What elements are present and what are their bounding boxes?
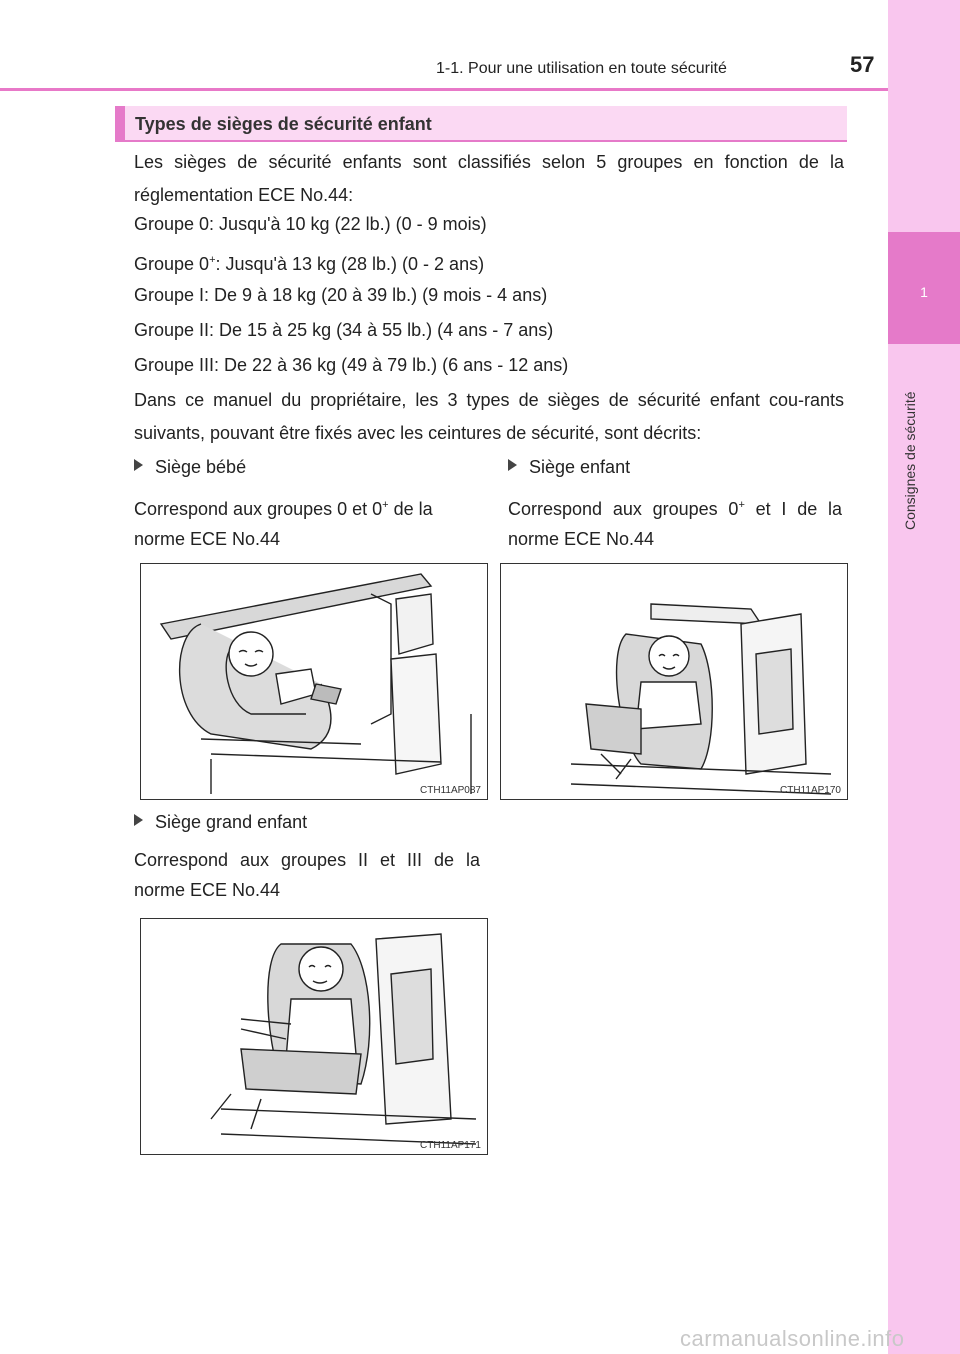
child-seat-figure-code: CTH11AP170 <box>780 785 841 796</box>
group-2-line: Groupe II: De 15 à 25 kg (34 à 55 lb.) (4 ans - 7 ans) <box>134 320 554 340</box>
chapter-side-tab <box>888 0 960 1354</box>
child-seat-desc-a: Correspond aux groupes 0 <box>508 499 739 519</box>
junior-seat-figure-code: CTH11AP171 <box>420 1140 481 1151</box>
junior-seat-title: Siège grand enfant <box>155 812 308 832</box>
header-rule <box>0 88 888 91</box>
baby-seat-illustration <box>140 563 488 800</box>
intro-paragraph: Les sièges de sécurité enfants sont classifiés selon 5 groupes en fonction de la réglementation ECE No.44: <box>134 152 844 205</box>
heading-accent-bar <box>115 106 125 140</box>
page-number: 57 <box>850 52 875 77</box>
side-tab-top <box>888 0 960 232</box>
triangle-bullet-icon <box>508 459 517 471</box>
baby-seat-drawing <box>141 564 487 799</box>
group-3-line: Groupe III: De 22 à 36 kg (49 à 79 lb.) (6 ans - 12 ans) <box>134 355 569 375</box>
baby-seat-desc-sup: + <box>382 499 389 511</box>
group-0-plus-rest: : Jusqu'à 13 kg (28 lb.) (0 - 2 ans) <box>215 254 485 274</box>
baby-seat-figure-code: CTH11AP087 <box>420 785 481 796</box>
child-seat-drawing <box>501 564 847 799</box>
child-seat-heading <box>508 457 630 478</box>
child-seat-desc-sup: + <box>738 499 745 511</box>
junior-seat-drawing <box>141 919 487 1154</box>
child-seat-desc-b: et I de la norme ECE No.44 <box>508 499 842 549</box>
chapter-number: 1 <box>920 284 928 300</box>
group-0-plus-sup: + <box>209 254 216 266</box>
child-seat-description <box>508 490 842 554</box>
section-heading: Types de sièges de sécurité enfant <box>135 114 432 134</box>
child-seat-title: Siège enfant <box>529 457 631 477</box>
baby-seat-description <box>134 490 488 554</box>
group-1-line: Groupe I: De 9 à 18 kg (20 à 39 lb.) (9 mois - 4 ans) <box>134 285 548 305</box>
section-title: 1-1. Pour une utilisation en toute sécurité <box>436 60 727 77</box>
page-header <box>0 0 888 92</box>
chapter-label-text: Consignes de sécurité <box>902 391 918 530</box>
group-0-plus-line <box>134 244 844 281</box>
section-heading-box <box>115 106 847 142</box>
child-seat-illustration <box>500 563 848 800</box>
chapter-label <box>900 355 924 530</box>
baby-seat-desc-a: Correspond aux groupes 0 et 0 <box>134 499 383 519</box>
junior-seat-heading <box>134 812 307 833</box>
manual-note-paragraph: Dans ce manuel du propriétaire, les 3 types de sièges de sécurité enfant cou-rants suivants, pouvant être fixés avec les ceintures de sécurité, sont décrits: <box>134 390 844 443</box>
baby-seat-desc-b: de la norme ECE No.44 <box>134 499 433 549</box>
junior-seat-description: Correspond aux groupes II et III de la norme ECE No.44 <box>134 850 480 900</box>
watermark: carmanualsonline.info <box>680 1326 905 1351</box>
triangle-bullet-icon <box>134 814 143 826</box>
baby-seat-title: Siège bébé <box>155 457 247 477</box>
group-0-line: Groupe 0: Jusqu'à 10 kg (22 lb.) (0 - 9 mois) <box>134 214 487 234</box>
baby-seat-heading <box>134 457 246 478</box>
group-0-plus-prefix: Groupe 0 <box>134 254 210 274</box>
junior-seat-illustration <box>140 918 488 1155</box>
triangle-bullet-icon <box>134 459 143 471</box>
